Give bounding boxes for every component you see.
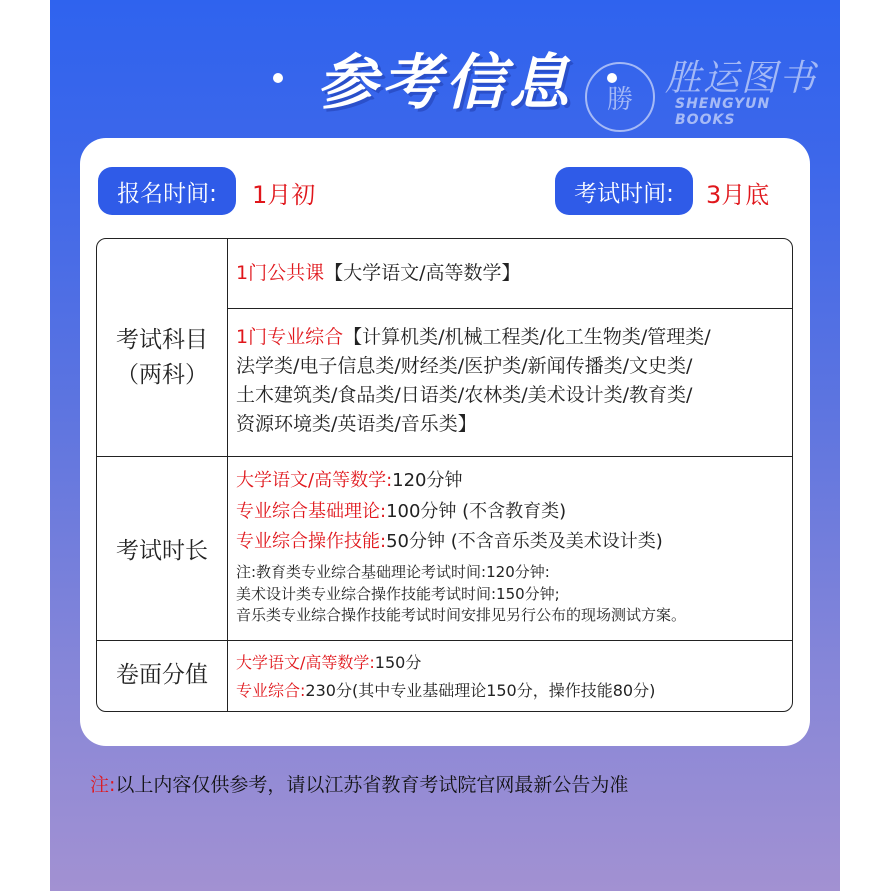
duration-label: 考试时长	[116, 538, 208, 564]
info-table	[96, 238, 793, 712]
row-divider	[97, 640, 793, 641]
score-item	[236, 677, 792, 705]
seal-logo: 勝	[585, 62, 655, 132]
subjects-label	[97, 323, 227, 392]
score-item	[236, 649, 792, 677]
duration-item-text: 50分钟 (不含音乐类及美术设计类)	[386, 531, 663, 552]
professional-line3: 土木建筑类/食品类/日语类/农林类/美术设计类/教育类/	[236, 384, 693, 406]
scores-label: 卷面分值	[116, 662, 208, 688]
disclaimer-footnote	[90, 770, 628, 797]
duration-item	[236, 527, 792, 558]
score-item-highlight: 大学语文/高等数学:	[236, 653, 375, 672]
subjects-label-line1: 考试科目	[116, 327, 208, 353]
title-dot-left	[273, 73, 283, 83]
duration-notes	[236, 562, 792, 627]
exam-time-value: 3月底	[706, 181, 770, 209]
public-course-text: 【大学语文/高等数学】	[324, 262, 521, 284]
duration-note: 美术设计类专业综合操作技能考试时间:150分钟;	[236, 584, 560, 603]
page-title: 参考信息	[317, 48, 573, 118]
score-item-highlight: 专业综合:	[236, 681, 306, 700]
exam-time-label: 考试时间:	[555, 167, 693, 215]
duration-item	[236, 497, 792, 528]
professional-line4: 资源环境类/英语类/音乐类】	[236, 413, 477, 435]
row-divider	[97, 456, 793, 457]
professional-highlight: 1门专业综合	[236, 326, 344, 348]
brand-watermark	[585, 24, 835, 134]
public-course-highlight: 1门公共课	[236, 262, 325, 284]
professional-course-cell	[236, 323, 792, 439]
duration-item-highlight: 大学语文/高等数学:	[236, 470, 393, 491]
brand-name-cn: 胜运图书	[665, 58, 818, 99]
brand-name-en: SHENGYUN BOOKS	[675, 96, 771, 128]
duration-item-highlight: 专业综合基础理论:	[236, 500, 387, 522]
scores-cell	[236, 649, 792, 705]
subjects-label-line2: （两科）	[116, 361, 208, 388]
row-divider	[227, 308, 793, 309]
duration-note: 注:教育类专业综合基础理论考试时间:120分钟:	[236, 563, 550, 581]
professional-line2: 法学类/电子信息类/财经类/医护类/新闻传播类/文史类/	[236, 355, 693, 377]
duration-item	[236, 466, 792, 497]
footnote-prefix: 注:	[90, 774, 116, 796]
duration-item-text: 100分钟 (不含教育类)	[386, 500, 567, 522]
duration-item-highlight: 专业综合操作技能:	[236, 531, 387, 552]
footnote-text: 以上内容仅供参考，请以江苏省教育考试院官网最新公告为准	[115, 774, 629, 796]
poster-background	[50, 0, 840, 891]
duration-item-text: 120分钟	[392, 470, 463, 491]
info-card	[80, 138, 810, 746]
registration-value: 1月初	[252, 181, 316, 209]
score-item-text: 230分(其中专业基础理论150分，操作技能80分)	[305, 681, 656, 700]
professional-line1: 【计算机类/机械工程类/化工生物类/管理类/	[343, 326, 711, 348]
score-item-text: 150分	[374, 653, 422, 672]
public-course-cell	[236, 260, 792, 286]
registration-label: 报名时间:	[98, 167, 236, 215]
duration-note: 音乐类专业综合操作技能考试时间安排见另行公布的现场测试方案。	[236, 606, 687, 624]
duration-cell	[236, 466, 792, 558]
